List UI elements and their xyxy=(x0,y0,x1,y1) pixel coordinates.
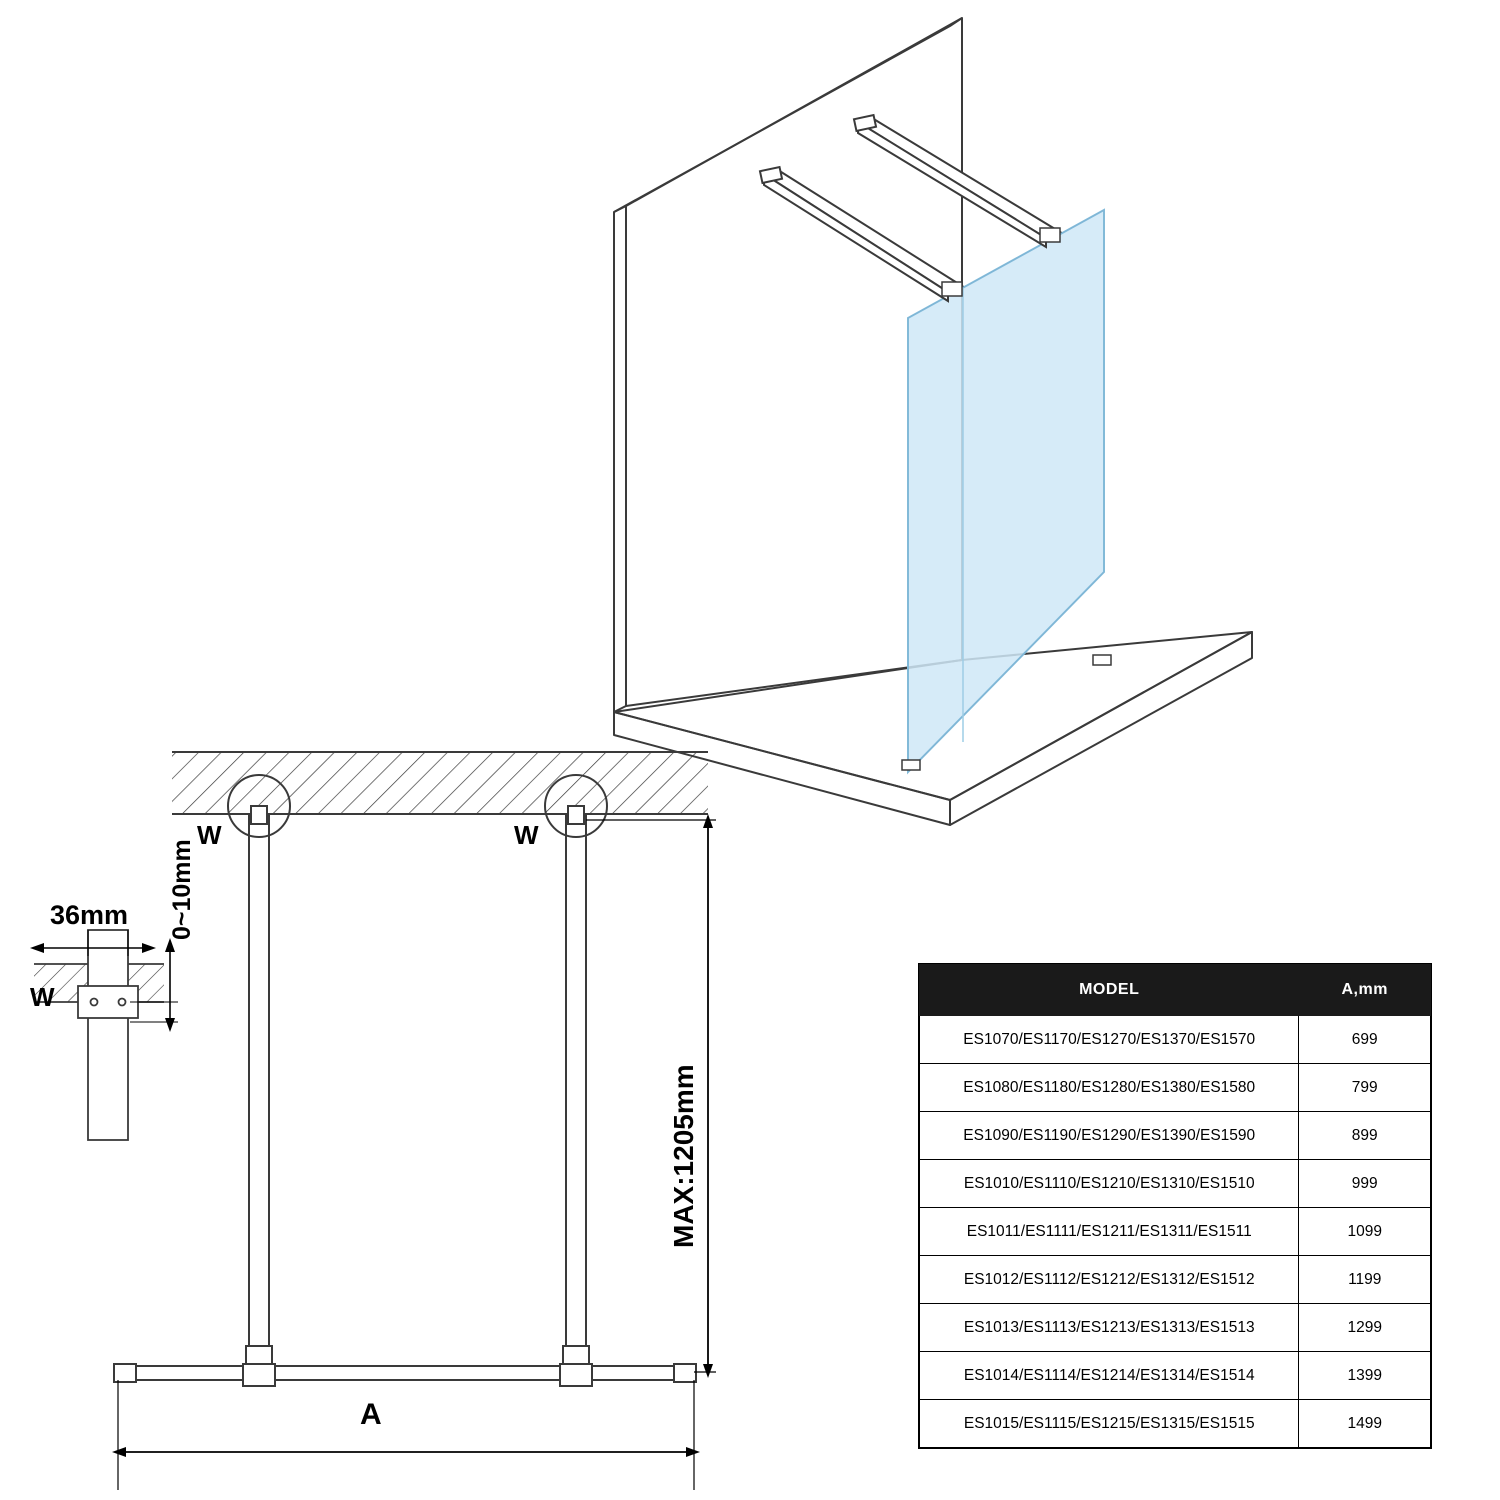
label-gap-0-10mm: 0~10mm xyxy=(168,839,196,940)
cell-a-mm: 699 xyxy=(1299,1016,1431,1064)
label-36mm: 36mm xyxy=(50,900,129,930)
cell-a-mm: 1399 xyxy=(1299,1352,1431,1400)
table-row xyxy=(920,1160,1431,1208)
cell-model: ES1012/ES1112/ES1212/ES1312/ES1512 xyxy=(920,1256,1299,1304)
table-row xyxy=(920,1304,1431,1352)
cell-a-mm: 1499 xyxy=(1299,1400,1431,1448)
cell-model: ES1080/ES1180/ES1280/ES1380/ES1580 xyxy=(920,1064,1299,1112)
cell-a-mm: 899 xyxy=(1299,1112,1431,1160)
cell-model: ES1011/ES1111/ES1211/ES1311/ES1511 xyxy=(920,1208,1299,1256)
cell-model: ES1070/ES1170/ES1270/ES1370/ES1570 xyxy=(920,1016,1299,1064)
model-spec-table xyxy=(918,963,1432,1449)
table-row xyxy=(920,1208,1431,1256)
cell-model: ES1015/ES1115/ES1215/ES1315/ES1515 xyxy=(920,1400,1299,1448)
label-max-height: MAX:1205mm xyxy=(668,1064,699,1248)
table-row xyxy=(920,1064,1431,1112)
cell-model: ES1010/ES1110/ES1210/ES1310/ES1510 xyxy=(920,1160,1299,1208)
table-row xyxy=(920,1256,1431,1304)
table-row xyxy=(920,1352,1431,1400)
label-dimension-a: A xyxy=(360,1398,382,1431)
header-a-mm: A,mm xyxy=(1299,965,1431,1016)
cell-model: ES1013/ES1113/ES1213/ES1313/ES1513 xyxy=(920,1304,1299,1352)
label-wall-detail-w: W xyxy=(30,982,55,1012)
cell-a-mm: 1099 xyxy=(1299,1208,1431,1256)
header-model: MODEL xyxy=(920,965,1299,1016)
cell-a-mm: 1299 xyxy=(1299,1304,1431,1352)
cell-model: ES1014/ES1114/ES1214/ES1314/ES1514 xyxy=(920,1352,1299,1400)
cell-model: ES1090/ES1190/ES1290/ES1390/ES1590 xyxy=(920,1112,1299,1160)
cell-a-mm: 1199 xyxy=(1299,1256,1431,1304)
table-row xyxy=(920,1400,1431,1448)
table-row xyxy=(920,1112,1431,1160)
table-header-row xyxy=(920,965,1431,1016)
label-w-top-left: W xyxy=(197,820,222,850)
cell-a-mm: 799 xyxy=(1299,1064,1431,1112)
table-row xyxy=(920,1016,1431,1064)
label-w-top-right: W xyxy=(514,820,539,850)
cell-a-mm: 999 xyxy=(1299,1160,1431,1208)
bar-profile-icon xyxy=(78,930,138,1140)
